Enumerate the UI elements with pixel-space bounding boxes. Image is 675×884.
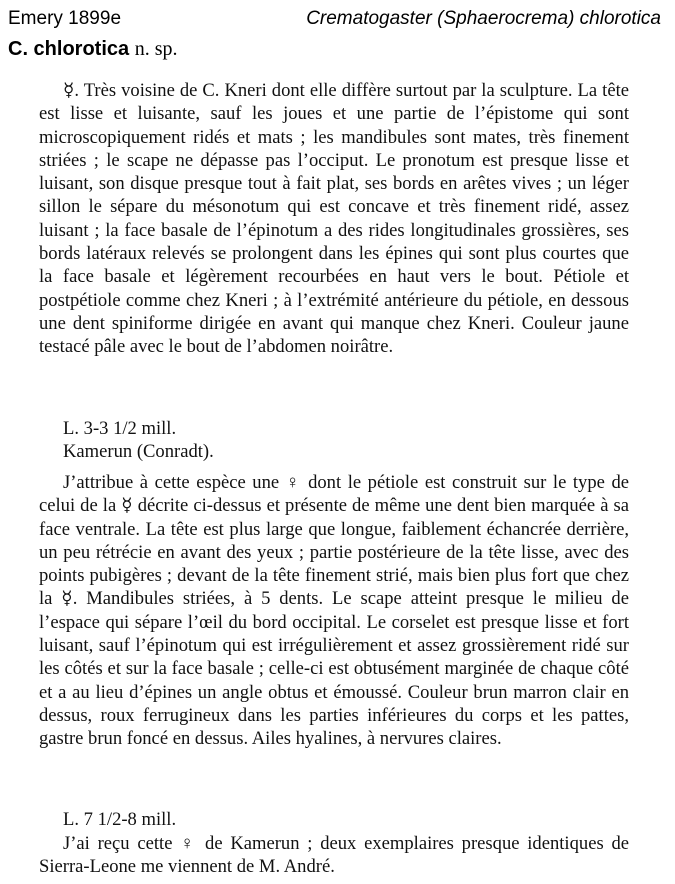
species-status: n. sp. [134, 38, 178, 60]
queen-locality: J’ai reçu cette ♀ de Kamerun ; deux exemplaires presque identiques de Sierra-Leone me viennent de M. André. [39, 833, 629, 878]
worker-locality: Kamerun (Conradt). [63, 441, 214, 462]
queen-description: J’attribue à cette espèce une ♀ dont le pétiole est construit sur le type de celui de la ☿ décrite ci-dessus et présente de même une dent bien marquée à sa face ventrale. La tête est plus large que longue, faiblement échancrée derrière, un peu rétrécie en avant des yeux ; partie postérieure de la tête lisse, avec des points pubigères ; devant de la tête finement strié, mais bien plus fort que chez la ☿. Mandibules striées, à 5 dents. Le scape atteint presque le milieu de l’espace qui sépare l’œil du bord occipital. Le corselet est presque lisse et fort luisant, sauf l’épinotum qui est irrégulièrement et assez grossièrement ridé sur les côtés et sur la face basale ; celle-ci est obtusément marginée de chaque côté et a au lieu d’épines un angle obtus et émoussé. Couleur brun marron clair en dessus, roux ferrugineux dans les parties inférieures du corps et les pattes, gastre brun foncé en dessus. Ailes hyalines, à nervures claires. [39, 472, 629, 750]
queen-length: L. 7 1/2-8 mill. [63, 809, 177, 830]
worker-description: ☿. Très voisine de C. Kneri dont elle diffère surtout par la sculpture. La tête est lisse et luisante, sauf les joues et une partie de l’épistome qui sont microscopiquement ridés et mats ; les mandibules sont mates, très finement striées ; le scape ne dépasse pas l’occiput. Le pronotum est presque lisse et luisant, son disque presque tout à fait plat, ses bords en arêtes vives ; un léger sillon le sépare du mésonotum qui est concave et très finement ridé, assez luisant ; la face basale de l’épinotum a des rides longitudinales grossières, ses bords latéraux relevés se prolongent dans les épines qui sont plus courtes que la face basale et légèrement recourbées en haut vers le bout. Pétiole et postpétiole comme chez Kneri ; à l’extrémité antérieure du pétiole, en dessous une dent spiniforme dirigée en avant qui manque chez Kneri. Couleur jaune testacé pâle avec le bout de l’abdomen noirâtre. [39, 80, 629, 358]
page-header [8, 8, 661, 32]
species-name: C. chlorotica [8, 38, 130, 60]
citation: Emery 1899e [8, 8, 122, 29]
species-heading [8, 38, 178, 61]
worker-length: L. 3-3 1/2 mill. [63, 418, 177, 439]
taxon-name: Crematogaster (Sphaerocrema) chlorotica [306, 8, 661, 29]
